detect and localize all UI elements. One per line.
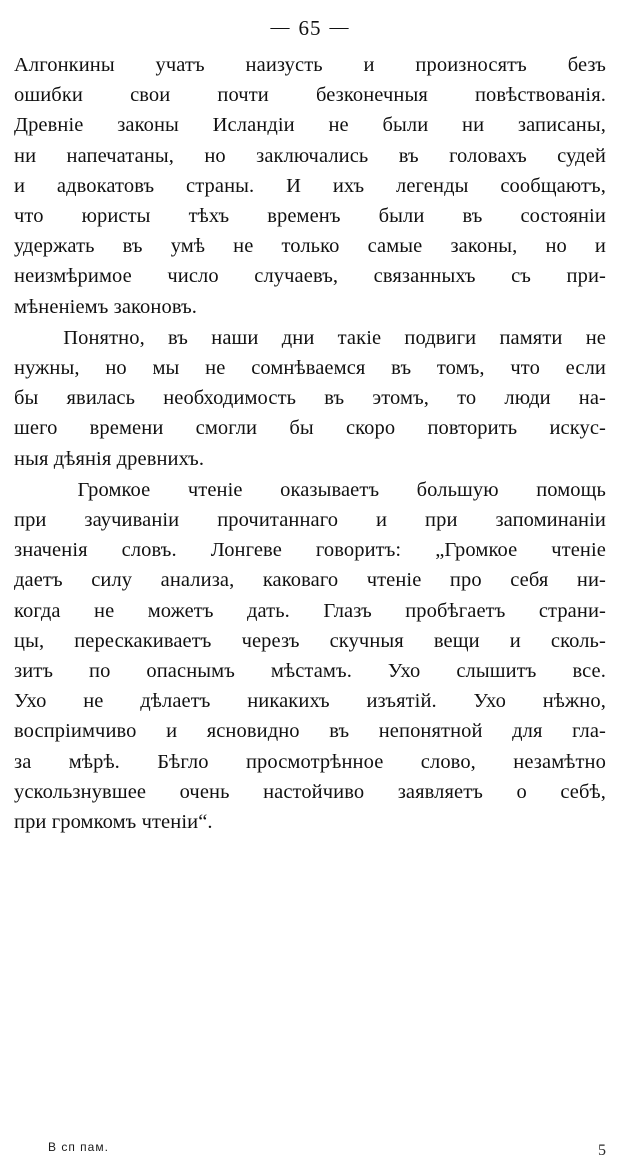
text-line: мѣненiемъ законовъ. bbox=[14, 295, 198, 318]
text-line: бы явилась необходимость въ этомъ, то люди на- bbox=[14, 387, 606, 410]
text-line: шего времени смогли бы скоро повторить искус- bbox=[14, 417, 606, 440]
text-line: что юристы тѣхъ временъ были въ состоянiи bbox=[14, 205, 606, 228]
paragraph-algonkins bbox=[14, 50, 606, 322]
text-line: за мѣрѣ. Бѣгло просмотрѣнное слово, незамѣтно bbox=[14, 750, 606, 773]
text-line: когда не можетъ дать. Глазъ пробѣгаетъ страни- bbox=[14, 599, 606, 622]
text-line: Громкое чтенiе оказываетъ большую помощь bbox=[14, 475, 606, 505]
text-line: при заучиванiи прочитаннаго и при запоминанiи bbox=[14, 509, 606, 532]
text-line: воспрiимчиво и ясновидно въ непонятной для гла- bbox=[14, 720, 606, 743]
text-line: даетъ силу анализа, каковаго чтенiе про себя ни- bbox=[14, 569, 606, 592]
text-line: ускользнувшее очень настойчиво заявляетъ о себѣ, bbox=[14, 780, 606, 803]
paragraph-indent bbox=[14, 323, 40, 353]
text-line: удержать въ умѣ не только самые законы, но и bbox=[14, 235, 606, 258]
footer-signature: В сп пам. bbox=[48, 1140, 109, 1154]
text-line: неизмѣримое число случаевъ, связанныхъ съ при- bbox=[14, 265, 606, 288]
text-line: при громкомъ чтенiи“. bbox=[14, 811, 213, 834]
page-footer bbox=[0, 1132, 620, 1160]
text-line: ошибки свои почти безконечныя повѣствованiя. bbox=[14, 84, 606, 107]
page-number: 65 bbox=[298, 16, 322, 40]
text-line: Алгонкины учатъ наизусть и произносятъ безъ bbox=[14, 54, 606, 76]
text-line: нужны, но мы не сомнѣваемся въ томъ, что если bbox=[14, 357, 606, 380]
text-line: и адвокатовъ страны. И ихъ легенды сообщаютъ, bbox=[14, 174, 606, 197]
header-dash-right: — bbox=[329, 17, 350, 38]
paragraph-gromkoe-chtenie bbox=[14, 475, 606, 837]
body-text bbox=[14, 50, 606, 838]
paragraph-ponyatno bbox=[14, 323, 606, 474]
header-dash-left: — bbox=[270, 17, 291, 38]
text-line: Древнiе законы Исландiи не были ни записаны, bbox=[14, 114, 606, 137]
text-line: ныя дѣянiя древнихъ. bbox=[14, 447, 205, 470]
text-line: значенiя словъ. Лонгеве говоритъ: „Громкое чтенiе bbox=[14, 539, 606, 562]
text-line: ни напечатаны, но заключались въ головахъ судей bbox=[14, 144, 606, 167]
footer-page-marker: 5 bbox=[598, 1142, 606, 1159]
text-line: зитъ по опаснымъ мѣстамъ. Ухо слышитъ все. bbox=[14, 660, 606, 683]
text-line: Понятно, въ наши дни такiе подвиги памяти не bbox=[14, 323, 606, 353]
paragraph-indent bbox=[14, 475, 40, 505]
text-line: цы, перескакиваетъ черезъ скучныя вещи и сколь- bbox=[14, 629, 606, 652]
text-line: Ухо не дѣлаетъ никакихъ изъятiй. Ухо нѣжно, bbox=[14, 690, 606, 713]
page-number-header bbox=[0, 12, 620, 44]
